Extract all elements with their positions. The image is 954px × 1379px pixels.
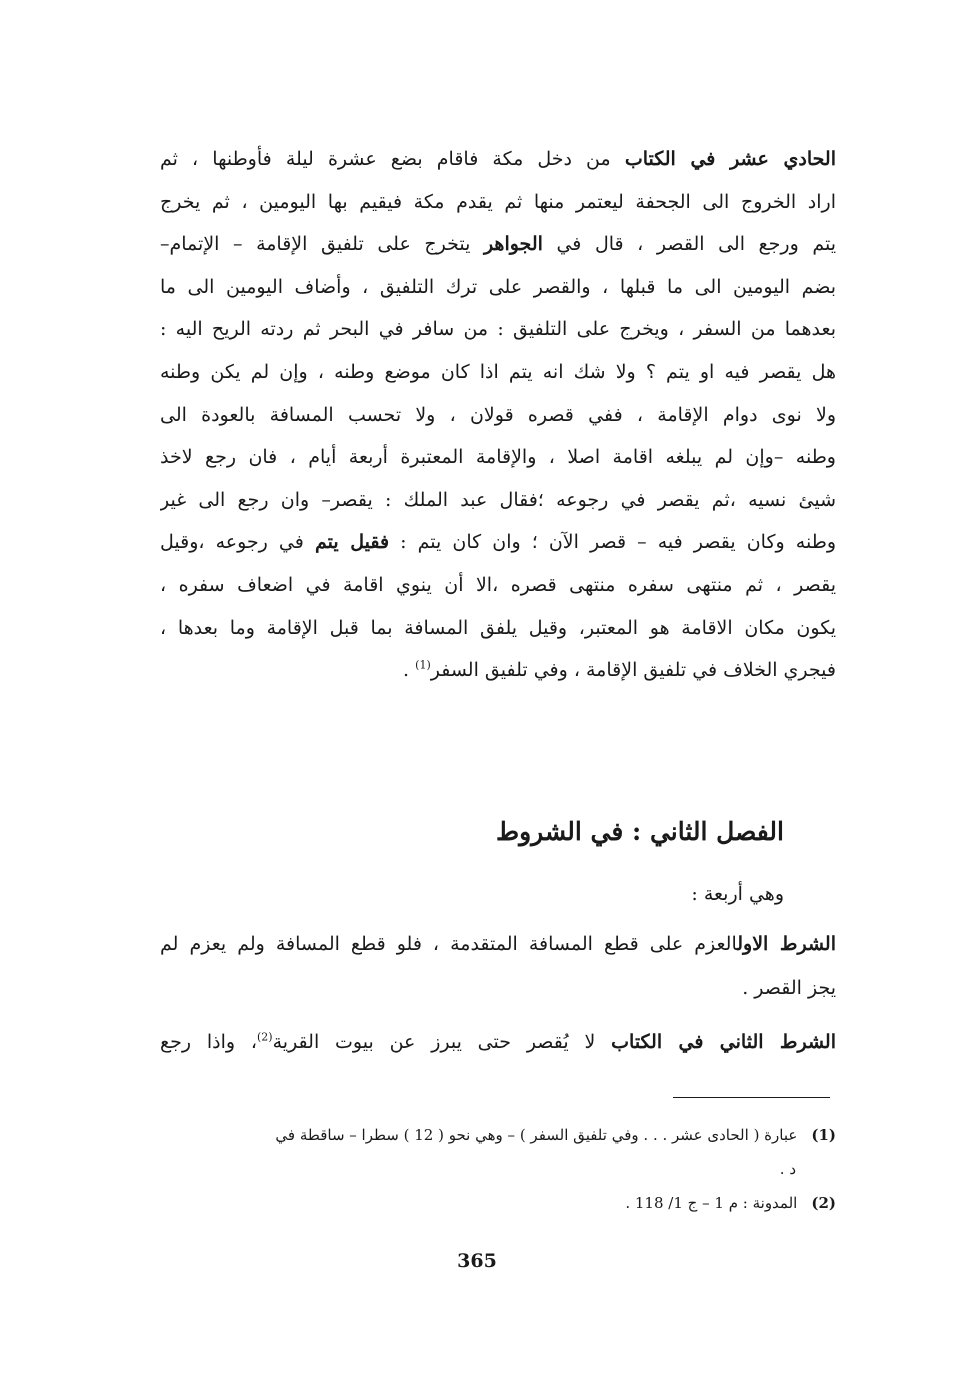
footnote-ref: (1) <box>415 658 431 672</box>
bold-term: الشرط الاول <box>737 933 836 955</box>
footnote-ref: (2) <box>257 1030 273 1044</box>
bold-term: فقيل يتم <box>314 531 390 554</box>
paragraph-line: بضم اليومين الى ما قبلها ، والقصر على ترك التلفيق ، وأضاف اليومين الى ما <box>160 275 836 298</box>
paragraph-line: يقصر ، ثم منتهى سفره منتهى قصره ،الا أن ينوي اقامة في اضعاف سفره ، <box>160 573 836 596</box>
paragraph-line: هل يقصر فيه او يتم ؟ ولا شك انه يتم اذا كان موضع وطنه ، وإن لم يكن وطنه <box>160 360 836 383</box>
page-number: 365 <box>457 1250 497 1272</box>
bold-term: الجواهر <box>483 233 543 256</box>
footnote-1-continued: د . <box>779 1160 796 1178</box>
paragraph-line: يتم ورجع الى القصر ، قال في الجواهر يتخرج على تلفيق الإقامة – الإتمام– <box>160 233 836 256</box>
paragraph-line: الشرط الاولالعزم على قطع المسافة المتقدمة ، فلو قطع المسافة ولم يعزم لم <box>160 933 836 955</box>
paragraph-line: شيئ نسيه ،ثم يقصر في رجوعه ؛فقال عبد الملك : يقصر– وان رجع الى غير <box>160 488 836 511</box>
paragraph-line: الحادي عشر في الكتاب من دخل مكة فاقام بضع عشرة ليلة فأوطنها ، ثم <box>160 148 836 170</box>
footnote-2: (2)المدونة : م 1 – ج 1/ 118 . <box>625 1194 836 1212</box>
footnote-number: (2) <box>811 1194 836 1212</box>
paragraph-line: اراد الخروج الى الجحفة ليعتمر منها ثم يقدم مكة فيقيم بها اليومين ، ثم يخرج <box>160 190 836 213</box>
main-paragraph <box>160 138 836 692</box>
footnote-number: (1) <box>811 1126 836 1144</box>
condition-two <box>160 1020 836 1064</box>
paragraph-line: فيجري الخلاف في تلفيق الإقامة ، وفي تلفيق السفر$^{(1)}$ . <box>403 658 836 682</box>
footnote-divider <box>673 1097 830 1098</box>
paragraph-line: الشرط الثاني في الكتاب لا يُقصر حتى يبرز عن بيوت القرية$^{(2)}$، واذا رجع <box>160 1030 836 1053</box>
intro-line: وهي أربعة : <box>691 883 784 905</box>
condition-one <box>160 922 836 1010</box>
paragraph-line: وطنه وكان يقصر فيه – قصر الآن ؛ وان كان يتم : فقيل يتم في رجوعه ،وقيل <box>160 531 836 554</box>
paragraph-line: يجز القصر . <box>742 977 836 999</box>
footnote-1: (1)عبارة ( الحادى عشر . . . وفي تلفيق السفر ) – وهي نحو ( 12 ) سطرا – ساقطة في <box>275 1126 836 1144</box>
paragraph-line: يكون مكان الاقامة هو المعتبر، وقيل يلفق المسافة بما قبل الإقامة وما بعدها ، <box>160 616 836 639</box>
paragraph-line: وطنه –وإن لم يبلغه اقامة اصلا ، والإقامة المعتبرة أربعة أيام ، فان رجع لاخذ <box>160 446 836 469</box>
chapter-heading: الفصل الثاني : في الشروط <box>495 817 784 846</box>
footnotes <box>160 1118 836 1220</box>
bold-term: الحادي عشر في الكتاب <box>624 148 836 170</box>
bold-term: الشرط الثاني في الكتاب <box>611 1031 836 1053</box>
paragraph-line: بعدهما من السفر ، ويخرج على التلفيق : من سافر في البحر ثم ردته الريح اليه : <box>160 318 836 341</box>
paragraph-line: ولا نوى دوام الإقامة ، ففي قصره قولان ، ولا تحسب المسافة بالعودة الى <box>160 403 836 426</box>
